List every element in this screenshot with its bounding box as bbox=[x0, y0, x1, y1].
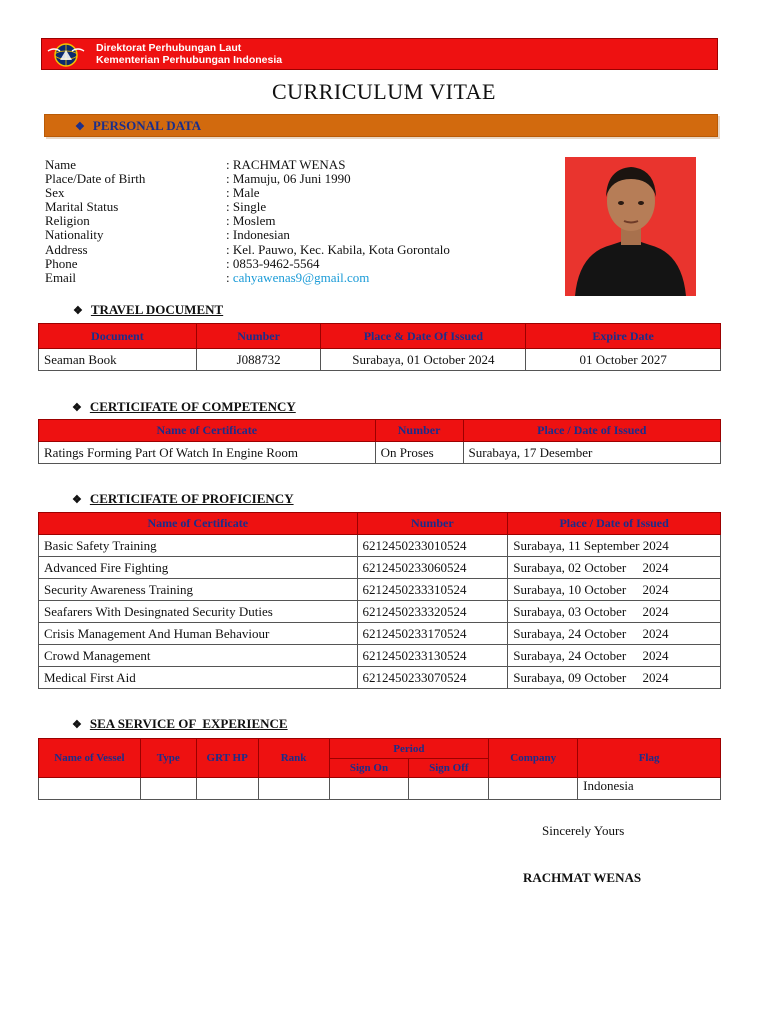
table-row: Indonesia bbox=[39, 778, 721, 800]
column-header: Place / Date of Issued bbox=[463, 420, 720, 442]
column-header: Expire Date bbox=[526, 324, 721, 349]
table-row: Advanced Fire Fighting 6212450233060524 Surabaya, 02 October 2024 bbox=[39, 557, 721, 579]
table-row: Seafarers With Desingnated Security Duties 6212450233320524 Surabaya, 03 October 2024 bbox=[39, 601, 721, 623]
column-header: Period bbox=[329, 739, 489, 759]
signature-name: RACHMAT WENAS bbox=[523, 870, 642, 885]
column-header: Document bbox=[39, 324, 197, 349]
field-row: Nationality : Indonesian bbox=[45, 227, 290, 243]
field-row: Address : Kel. Pauwo, Kec. Kabila, Kota Gorontalo bbox=[45, 241, 450, 257]
field-row: Marital Status : Single bbox=[45, 199, 267, 215]
column-header: Flag bbox=[578, 739, 721, 778]
column-header: Number bbox=[357, 513, 508, 535]
table-header-row bbox=[39, 420, 721, 442]
table-row: Crisis Management And Human Behaviour 6212450233170524 Surabaya, 24 October 2024 bbox=[39, 623, 721, 645]
table-row: Medical First Aid 6212450233070524 Surabaya, 09 October 2024 bbox=[39, 667, 721, 689]
field-row: Phone : 0853-9462-5564 bbox=[45, 255, 320, 271]
profile-photo bbox=[565, 157, 696, 296]
ministry-logo-icon bbox=[46, 41, 86, 69]
column-header: Sign On bbox=[329, 759, 409, 778]
column-header: Company bbox=[489, 739, 578, 778]
competency-heading: ❖ CERTICIFATE OF COMPETENCY bbox=[72, 399, 296, 414]
table-row: Basic Safety Training 6212450233010524 Surabaya, 11 September 2024 bbox=[39, 535, 721, 557]
diamond-bullet-icon: ❖ bbox=[72, 494, 82, 506]
column-header: Place / Date of Issued bbox=[508, 513, 721, 535]
column-header: Rank bbox=[258, 739, 329, 778]
column-header: Name of Certificate bbox=[39, 420, 376, 442]
personal-data-bar bbox=[44, 114, 718, 137]
field-row: Sex : Male bbox=[45, 185, 260, 201]
column-header: GRT HP bbox=[196, 739, 258, 778]
header-line-1: Direktorat Perhubungan Laut bbox=[96, 42, 242, 54]
column-header: Number bbox=[196, 324, 321, 349]
diamond-bullet-icon: ❖ bbox=[72, 402, 82, 414]
column-header: Name of Certificate bbox=[39, 513, 358, 535]
proficiency-table bbox=[38, 512, 721, 689]
diamond-bullet-icon: ❖ bbox=[72, 719, 82, 731]
closing-text: Sincerely Yours bbox=[542, 823, 625, 838]
personal-data-heading: PERSONAL DATA bbox=[92, 118, 202, 133]
travel-document-heading: ❖ TRAVEL DOCUMENT bbox=[73, 302, 224, 317]
field-row: Name : RACHMAT WENAS bbox=[45, 157, 346, 172]
column-header: Name of Vessel bbox=[39, 739, 141, 778]
table-row: Seaman Book J088732 Surabaya, 01 October 2024 01 October 2027 bbox=[39, 349, 721, 371]
header-line-2: Kementerian Perhubungan Indonesia bbox=[96, 54, 283, 66]
personal-data-list bbox=[45, 158, 450, 285]
sea-service-table bbox=[38, 738, 721, 800]
table-row: Ratings Forming Part Of Watch In Engine Room On Proses Surabaya, 17 Desember bbox=[39, 442, 721, 464]
travel-document-table bbox=[38, 323, 721, 371]
field-row: Email : cahyawenas9@gmail.com bbox=[45, 269, 370, 285]
column-header: Place & Date Of Issued bbox=[321, 324, 526, 349]
competency-table bbox=[38, 419, 721, 464]
table-row: Crowd Management 6212450233130524 Surabaya, 24 October 2024 bbox=[39, 645, 721, 667]
column-header: Type bbox=[140, 739, 196, 778]
table-header-row bbox=[39, 513, 721, 535]
field-row: Place/Date of Birth : Mamuju, 06 Juni 1990 bbox=[45, 171, 351, 187]
diamond-bullet-icon: ❖ bbox=[75, 121, 85, 133]
column-header: Sign Off bbox=[409, 759, 489, 778]
diamond-bullet-icon: ❖ bbox=[73, 305, 83, 317]
email-link[interactable]: cahyawenas9@gmail.com bbox=[232, 269, 370, 285]
proficiency-heading: ❖ CERTICIFATE OF PROFICIENCY bbox=[72, 491, 294, 506]
field-row: Religion : Moslem bbox=[45, 213, 276, 229]
header-banner bbox=[41, 38, 718, 70]
column-header: Number bbox=[375, 420, 463, 442]
sea-service-heading: ❖ SEA SERVICE OF EXPERIENCE bbox=[72, 716, 288, 731]
table-row: Security Awareness Training 6212450233310524 Surabaya, 10 October 2024 bbox=[39, 579, 721, 601]
person-photo-icon bbox=[565, 157, 696, 296]
header-text bbox=[96, 42, 282, 66]
table-header-row bbox=[39, 739, 721, 759]
page-title: CURRICULUM VITAE bbox=[271, 79, 496, 104]
table-header-row bbox=[39, 324, 721, 349]
